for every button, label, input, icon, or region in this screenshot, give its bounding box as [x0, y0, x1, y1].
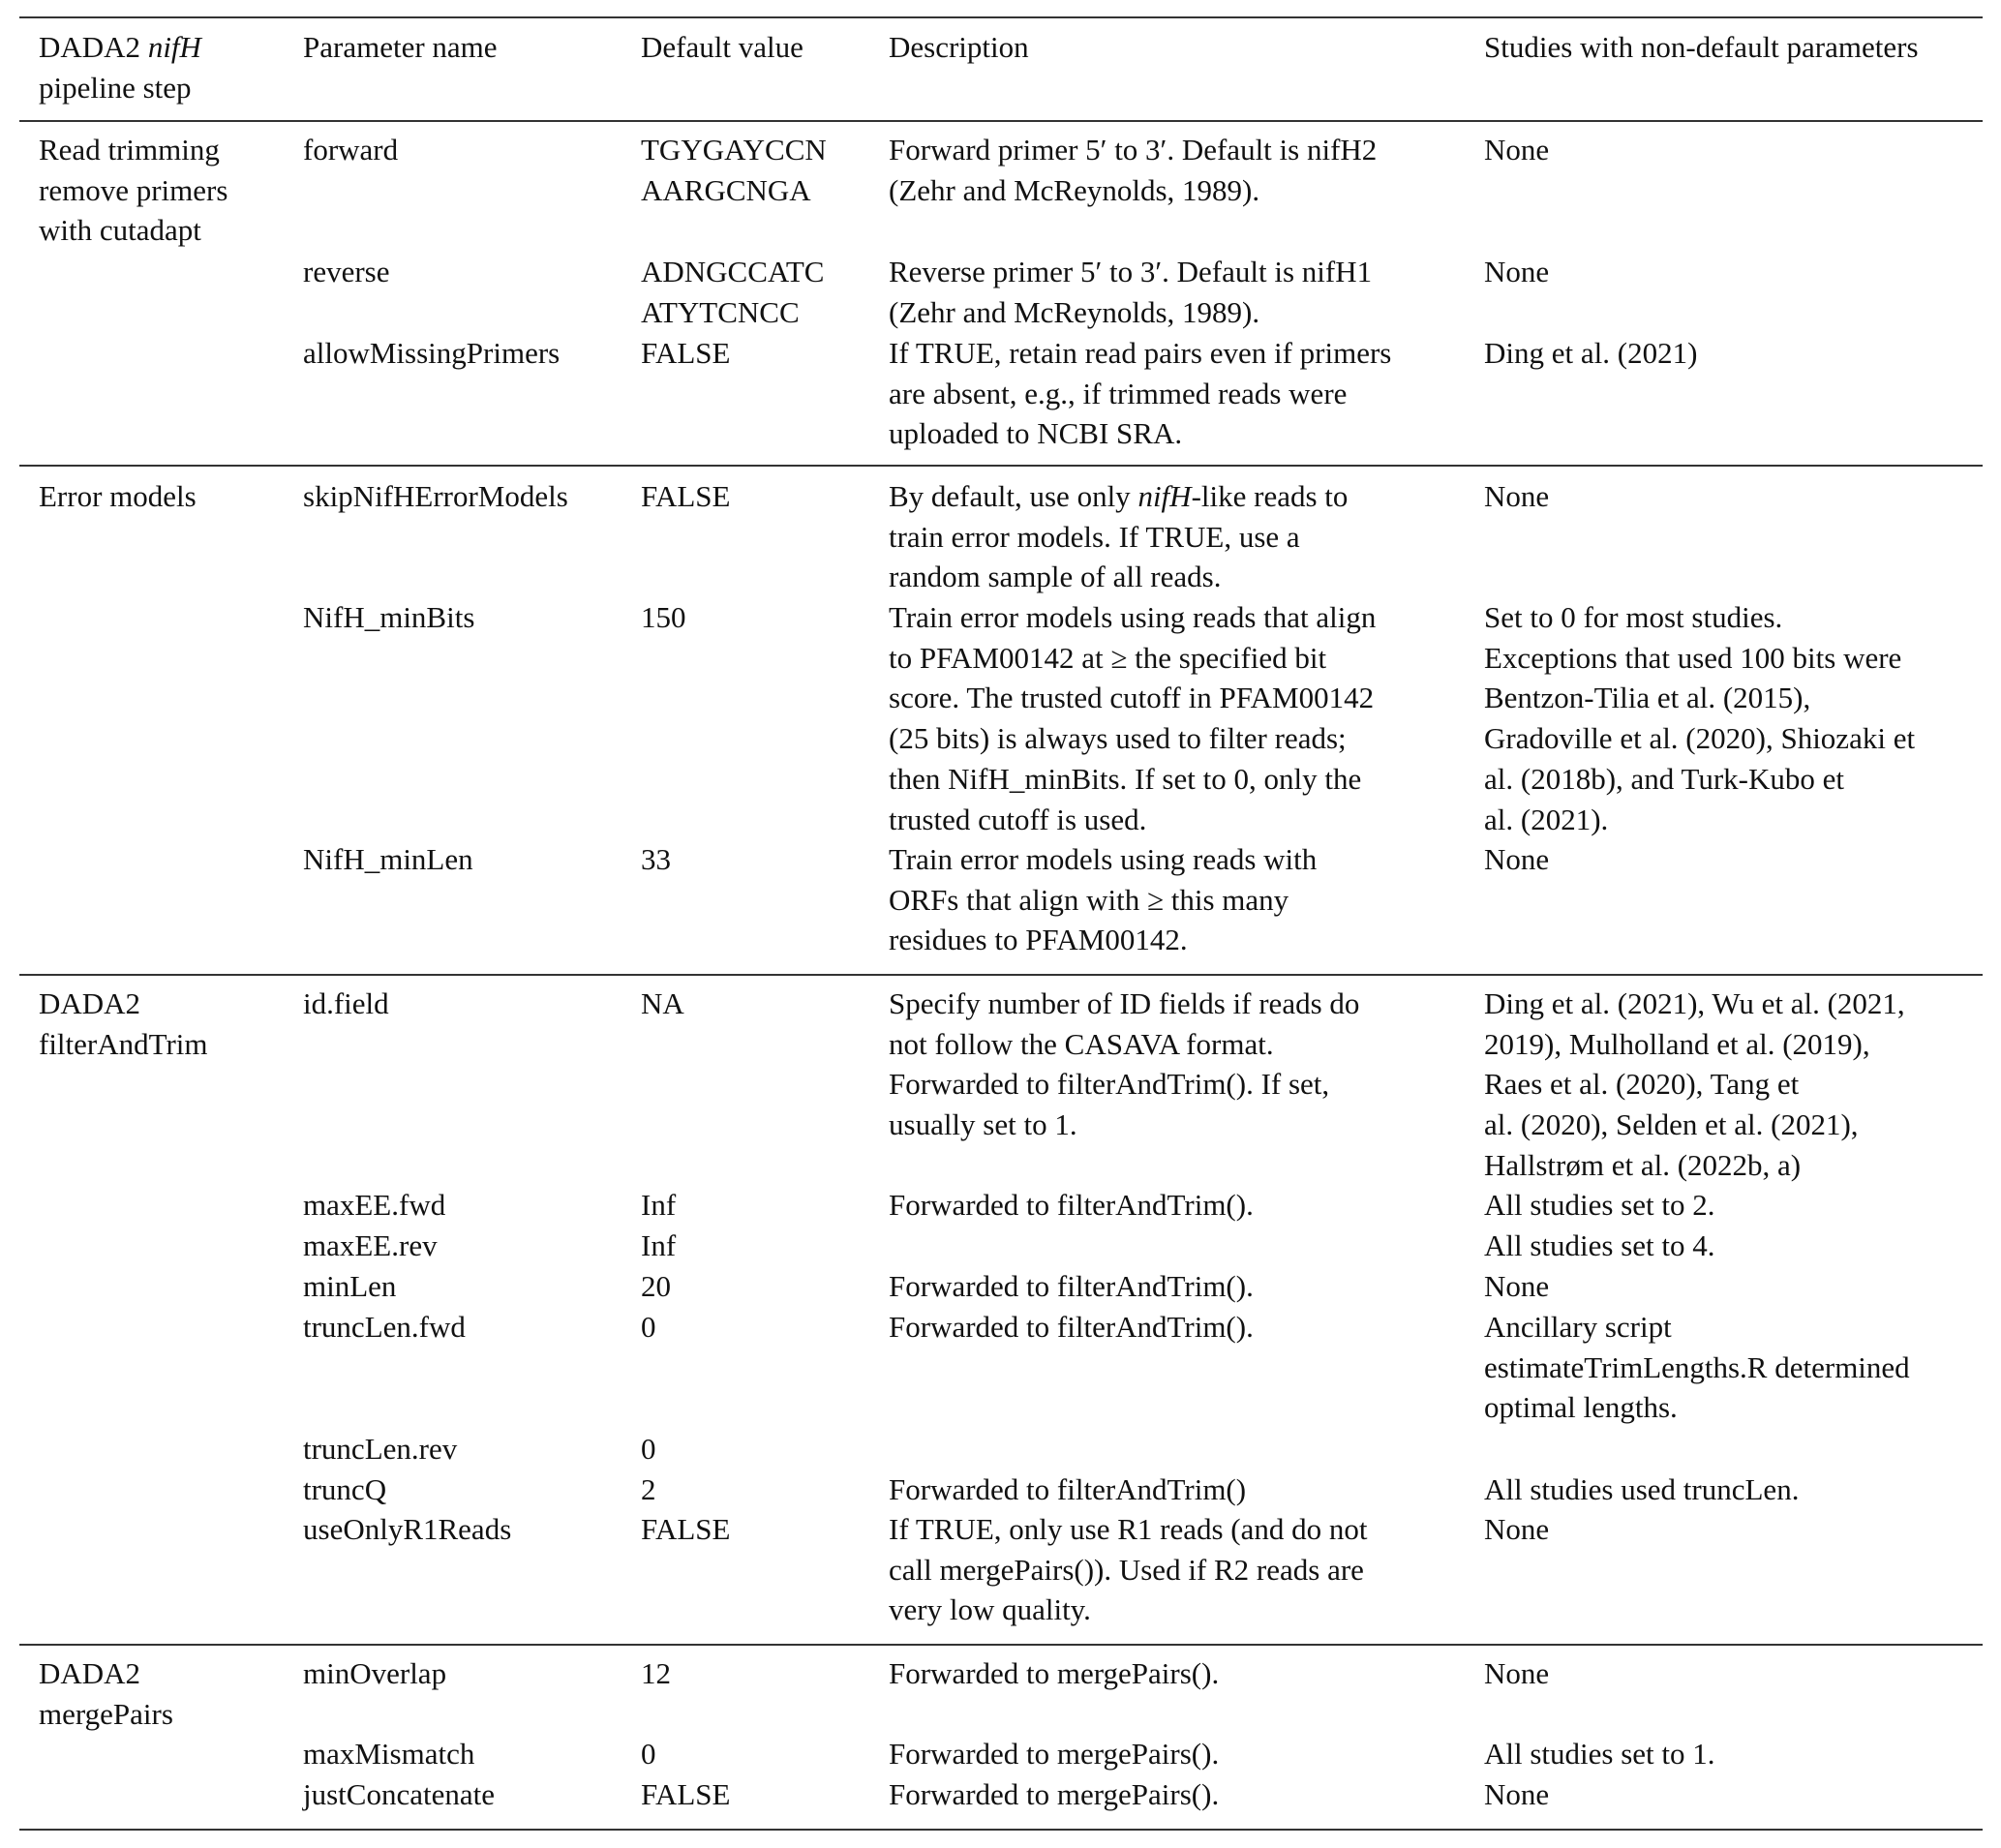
description: Forwarded to filterAndTrim().: [889, 1310, 1254, 1344]
header-rule: [19, 120, 1983, 122]
parameter-name: maxMismatch: [303, 1737, 475, 1771]
parameter-name: NifH_minBits: [303, 600, 475, 634]
description: Forwarded to filterAndTrim().: [889, 1269, 1254, 1303]
parameter-name: maxEE.rev: [303, 1228, 438, 1262]
header-default-value: Default value: [641, 30, 803, 64]
parameter-name: justConcatenate: [303, 1777, 495, 1811]
default-value: 33: [641, 842, 671, 876]
default-value: 12: [641, 1656, 671, 1690]
parameter-name: minLen: [303, 1269, 397, 1303]
default-value: ADNGCCATC ATYTCNCC: [641, 255, 825, 329]
default-value: TGYGAYCCN AARGCNGA: [641, 133, 827, 207]
studies: None: [1484, 1777, 1550, 1811]
parameter-name: truncQ: [303, 1472, 387, 1506]
description: Train error models using reads with ORFs that align with ≥ this many residues to PFAM00142.: [889, 842, 1318, 957]
default-value: FALSE: [641, 479, 731, 513]
parameter-name: useOnlyR1Reads: [303, 1512, 512, 1546]
section-step-label: Read trimming remove primers with cutadapt: [39, 133, 228, 248]
default-value: FALSE: [641, 336, 731, 370]
default-value: FALSE: [641, 1777, 731, 1811]
header-parameter-name: Parameter name: [303, 30, 498, 64]
studies: None: [1484, 842, 1550, 876]
section-rule: [19, 465, 1983, 467]
studies: None: [1484, 1269, 1550, 1303]
parameter-name: allowMissingPrimers: [303, 336, 561, 370]
header-pipeline-step: [39, 27, 290, 107]
description: Forward primer 5′ to 3′. Default is nifH2 (Zehr and McReynolds, 1989).: [889, 133, 1378, 207]
parameter-name: truncLen.fwd: [303, 1310, 466, 1344]
header-step-italic: nifH: [147, 30, 201, 64]
description: Forwarded to mergePairs().: [889, 1777, 1220, 1811]
studies: None: [1484, 133, 1550, 167]
parameter-name: truncLen.rev: [303, 1432, 458, 1466]
description: Forwarded to mergePairs().: [889, 1737, 1220, 1771]
parameter-name: forward: [303, 133, 399, 167]
studies: None: [1484, 479, 1550, 513]
studies: None: [1484, 255, 1550, 288]
parameter-name: id.field: [303, 986, 389, 1020]
studies: All studies set to 2.: [1484, 1188, 1715, 1222]
section-step-label: DADA2 filterAndTrim: [39, 986, 208, 1061]
studies: None: [1484, 1656, 1550, 1690]
parameter-name: skipNifHErrorModels: [303, 479, 568, 513]
header-studies: Studies with non-default parameters: [1484, 30, 1919, 64]
description: Forwarded to mergePairs().: [889, 1656, 1220, 1690]
description: Reverse primer 5′ to 3′. Default is nifH1 (Zehr and McReynolds, 1989).: [889, 255, 1373, 329]
studies: None: [1484, 1512, 1550, 1546]
header-step-prefix: DADA2: [39, 30, 148, 64]
default-value: 0: [641, 1737, 656, 1771]
default-value: 2: [641, 1472, 656, 1506]
description: Forwarded to filterAndTrim().: [889, 1188, 1254, 1222]
default-value: 150: [641, 600, 686, 634]
description-italic: nifH: [1137, 479, 1192, 513]
section-step-label: Error models: [39, 479, 197, 513]
description: Forwarded to filterAndTrim(): [889, 1472, 1247, 1506]
studies: Ding et al. (2021): [1484, 336, 1698, 370]
studies: All studies used truncLen.: [1484, 1472, 1800, 1506]
header-step-suffix: pipeline step: [39, 70, 192, 105]
description: Specify number of ID fields if reads do not follow the CASAVA format. Forwarded to filterAndTrim(). If set, usually set to 1.: [889, 986, 1360, 1142]
description: Train error models using reads that align to PFAM00142 at ≥ the specified bit score. The trusted cutoff in PFAM00142 (25 bits) is always used to filter reads; then NifH_minBits. If set to 0, only the trusted cutoff is used.: [889, 600, 1377, 836]
default-value: 0: [641, 1432, 656, 1466]
section-step-label: DADA2 mergePairs: [39, 1656, 173, 1731]
studies: Set to 0 for most studies. Exceptions that used 100 bits were Bentzon-Tilia et al. (2015), Gradoville et al. (2020), Shiozaki et al. (2018b), and Turk-Kubo et al. (2021).: [1484, 600, 1916, 836]
description: If TRUE, retain read pairs even if primers are absent, e.g., if trimmed reads were uploaded to NCBI SRA.: [889, 336, 1392, 451]
parameter-name: reverse: [303, 255, 390, 288]
studies: Ancillary script estimateTrimLengths.R determined optimal lengths.: [1484, 1310, 1910, 1425]
default-value: NA: [641, 986, 684, 1020]
description-prefix: By default, use only: [889, 479, 1138, 513]
description: [889, 476, 1470, 597]
table-top-rule: [19, 16, 1983, 18]
description-suffix: -like reads to train error models. If TRUE, use a random sample of all reads.: [889, 479, 1349, 594]
parameter-name: maxEE.fwd: [303, 1188, 446, 1222]
default-value: Inf: [641, 1228, 677, 1262]
section-rule: [19, 974, 1983, 976]
description: If TRUE, only use R1 reads (and do not call mergePairs()). Used if R2 reads are very low quality.: [889, 1512, 1368, 1627]
header-description: Description: [889, 30, 1029, 64]
parameter-name: minOverlap: [303, 1656, 447, 1690]
studies: Ding et al. (2021), Wu et al. (2021, 2019), Mulholland et al. (2019), Raes et al. (2020), Tang et al. (2020), Selden et al. (2021), Hallstrøm et al. (2022b, a): [1484, 986, 1905, 1182]
default-value: Inf: [641, 1188, 677, 1222]
default-value: FALSE: [641, 1512, 731, 1546]
default-value: 0: [641, 1310, 656, 1344]
studies: All studies set to 1.: [1484, 1737, 1715, 1771]
parameter-name: NifH_minLen: [303, 842, 473, 876]
section-rule: [19, 1644, 1983, 1646]
table-bottom-rule: [19, 1829, 1983, 1831]
studies: All studies set to 4.: [1484, 1228, 1715, 1262]
default-value: 20: [641, 1269, 671, 1303]
